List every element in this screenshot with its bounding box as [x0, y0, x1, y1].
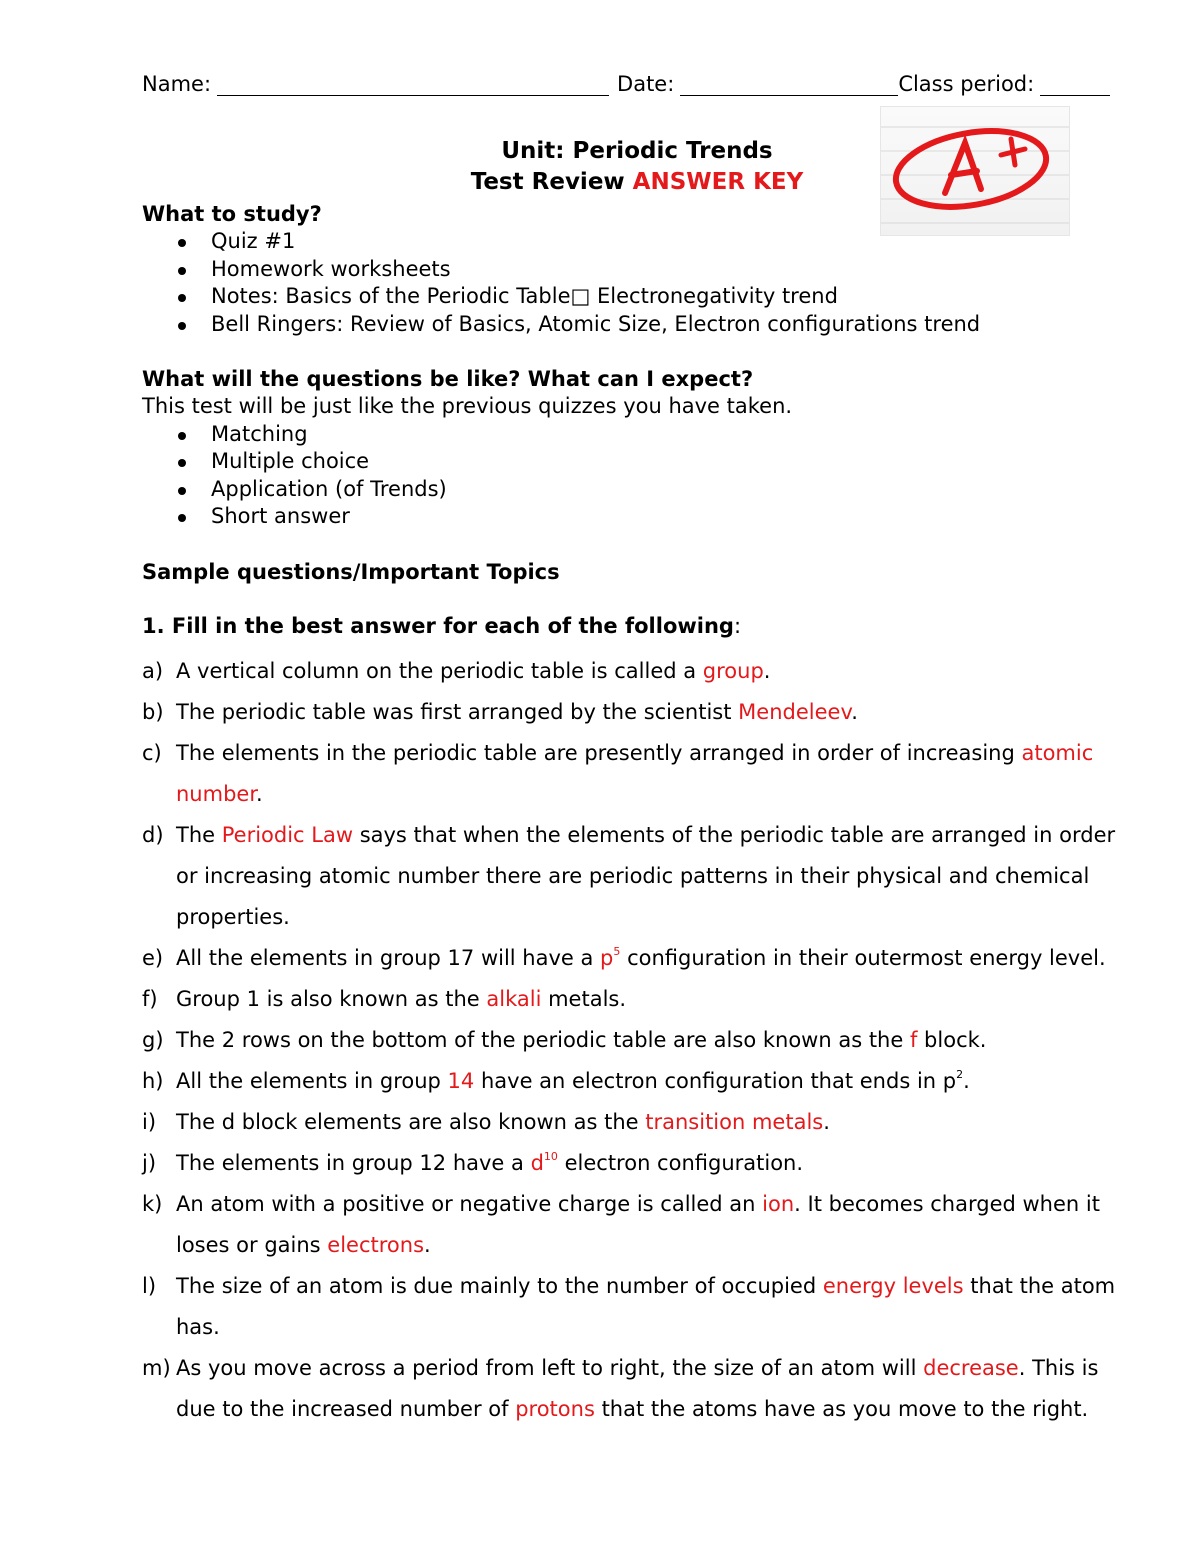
date-blank[interactable] [680, 75, 898, 96]
list-item: Short answer [176, 503, 1132, 531]
item-text: The periodic table was first arranged by the scientist [176, 699, 739, 724]
item-letter: a) [142, 658, 164, 683]
item-text: As you move across a period from left to right, the size of an atom will [176, 1355, 924, 1380]
item-text: that the atoms have as you move to the right. [594, 1396, 1089, 1421]
list-item: Application (of Trends) [176, 476, 1132, 504]
item-answer: atomic number [176, 740, 1094, 806]
item-letter: h) [142, 1068, 164, 1093]
question-colon: : [733, 613, 742, 638]
item-letter: l) [142, 1273, 157, 1298]
list-item [142, 815, 1132, 938]
grade-a-plus-image [880, 106, 1070, 236]
expect-section [142, 365, 1132, 531]
item-text: configuration in their outermost energy level. [620, 945, 1106, 970]
item-letter: k) [142, 1191, 163, 1216]
expect-list [142, 421, 1132, 531]
a-plus-stamp-icon [881, 107, 1069, 235]
unit-title: Unit: Periodic Trends [501, 138, 773, 164]
item-text: . This is due to the increased number of [176, 1355, 1099, 1421]
answer-list [142, 651, 1132, 1430]
item-text: The 2 rows on the bottom of the periodic table are also known as the [176, 1027, 910, 1052]
item-superscript: 2 [956, 1067, 964, 1081]
list-item [142, 651, 1132, 692]
item-text: An atom with a positive or negative charge is called an [176, 1191, 763, 1216]
item-text: A vertical column on the periodic table is called a [176, 658, 703, 683]
list-item: Notes: Basics of the Periodic Table□ Electronegativity trend [176, 283, 1132, 311]
item-answer: Periodic Law [221, 822, 354, 847]
item-text: The size of an atom is due mainly to the number of occupied [176, 1273, 823, 1298]
period-label: Class period: [898, 71, 1035, 96]
item-letter: f) [142, 986, 158, 1011]
item-text: All the elements in group 17 will have a [176, 945, 601, 970]
item-answer: f [909, 1027, 918, 1052]
item-answer: protons [515, 1396, 595, 1421]
item-letter: d) [142, 822, 164, 847]
question-1-title [142, 612, 1132, 640]
list-item: Multiple choice [176, 448, 1132, 476]
sample-heading: Sample questions/Important Topics [142, 559, 560, 584]
item-answer: electrons [327, 1232, 425, 1257]
list-item [142, 1020, 1132, 1061]
test-review-label: Test Review [470, 169, 633, 195]
item-answer: group [702, 658, 764, 683]
item-answer: energy levels [822, 1273, 964, 1298]
item-letter: j) [142, 1150, 157, 1175]
list-item: Matching [176, 421, 1132, 449]
item-answer: p [600, 945, 614, 970]
item-answer: ion [762, 1191, 795, 1216]
item-superscript: 5 [613, 944, 621, 958]
item-text: . It becomes charged when it loses or gains [176, 1191, 1100, 1257]
item-text: The elements in the periodic table are presently arranged in order of increasing [176, 740, 1022, 765]
item-answer: alkali [486, 986, 542, 1011]
item-answer: decrease [923, 1355, 1019, 1380]
period-blank[interactable] [1040, 75, 1110, 96]
list-item [142, 1102, 1132, 1143]
list-item: Quiz #1 [176, 228, 1132, 256]
name-blank[interactable] [217, 75, 609, 96]
item-text: The [176, 822, 222, 847]
item-letter: m) [142, 1355, 171, 1380]
expect-intro: This test will be just like the previous quizzes you have taken. [142, 394, 793, 418]
item-text: electron configuration. [557, 1150, 804, 1175]
item-text: block. [917, 1027, 987, 1052]
item-text: . [963, 1068, 970, 1093]
item-answer: 14 [447, 1068, 475, 1093]
list-item [142, 733, 1132, 815]
list-item [142, 1143, 1132, 1184]
item-text: says that when the elements of the periodic table are arranged in order or increasing atomic number there are periodic patterns in their physical and chemical properties. [176, 822, 1116, 929]
item-text: . [823, 1109, 830, 1134]
list-item [142, 1061, 1132, 1102]
item-answer: d [530, 1150, 544, 1175]
question-number: 1. [142, 613, 165, 638]
item-text: The elements in group 12 have a [176, 1150, 531, 1175]
item-text: that the atom has. [176, 1273, 1116, 1339]
list-item: Homework worksheets [176, 256, 1132, 284]
name-label: Name: [142, 71, 212, 96]
list-item [142, 692, 1132, 733]
item-text: . [851, 699, 858, 724]
item-answer: Mendeleev [738, 699, 852, 724]
item-letter: c) [142, 740, 162, 765]
list-item [142, 1266, 1132, 1348]
item-text: . [256, 781, 263, 806]
item-answer: transition metals [645, 1109, 824, 1134]
item-letter: g) [142, 1027, 164, 1052]
item-text: The d block elements are also known as the [176, 1109, 646, 1134]
list-item: Bell Ringers: Review of Basics, Atomic Size, Electron configurations trend [176, 311, 1132, 339]
answer-key-label: ANSWER KEY [632, 169, 804, 195]
item-letter: i) [142, 1109, 157, 1134]
date-label: Date: [617, 71, 675, 96]
sample-section [142, 558, 1132, 586]
item-letter: e) [142, 945, 164, 970]
item-letter: b) [142, 699, 164, 724]
document-page [142, 72, 1132, 1430]
question-text: Fill in the best answer for each of the following [164, 613, 734, 638]
study-heading: What to study? [142, 202, 322, 226]
study-list [142, 228, 1132, 338]
list-item [142, 1348, 1132, 1430]
item-text: All the elements in group [176, 1068, 448, 1093]
list-item [142, 1184, 1132, 1266]
list-item [142, 979, 1132, 1020]
item-text: metals. [541, 986, 627, 1011]
item-text: . [424, 1232, 431, 1257]
expect-heading: What will the questions be like? What can I expect? [142, 367, 754, 391]
item-text: have an electron configuration that ends in p [474, 1068, 957, 1093]
list-item [142, 938, 1132, 979]
item-superscript: 10 [543, 1149, 558, 1163]
header-fields [142, 72, 1132, 98]
item-text: Group 1 is also known as the [176, 986, 487, 1011]
item-text: . [763, 658, 771, 683]
